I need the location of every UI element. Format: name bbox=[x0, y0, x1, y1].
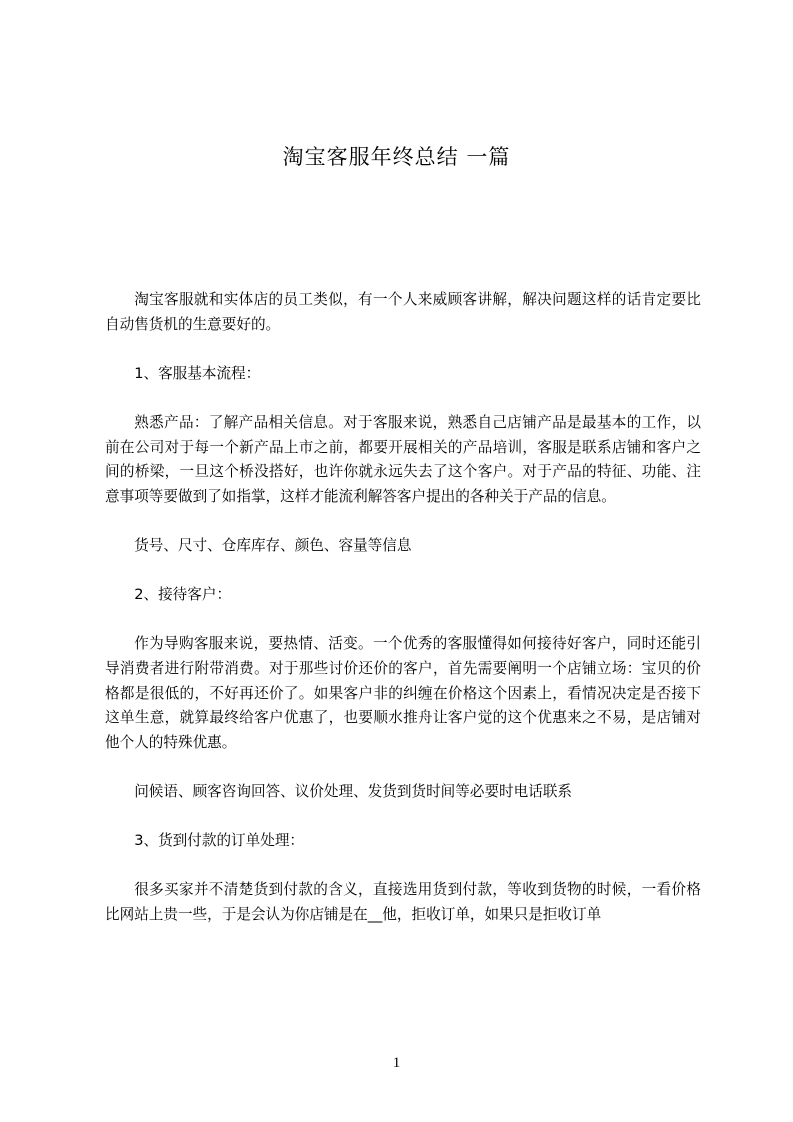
document-title: 淘宝客服年终总结 一篇 bbox=[282, 145, 511, 169]
paragraph-product-info-list: 货号、尺寸、仓库库存、颜色、容量等信息 bbox=[134, 536, 412, 554]
document-body bbox=[105, 288, 701, 927]
paragraph-intro: 淘宝客服就和实体店的员工类似，有一个人来威顾客讲解，解决问题这样的话肯定要比自动售货机的生意要好的。 bbox=[105, 291, 701, 333]
paragraph-product-knowledge: 熟悉产品：了解产品相关信息。对于客服来说，熟悉自己店铺产品是最基本的工作，以前在公司对于每一个新产品上市之前，都要开展相关的产品培训，客服是联系店铺和客户之间的桥梁，一旦这个桥没搭好，也许你就永远失去了这个客户。对于产品的特征、功能、注意事项等要做到了如指掌，这样才能流利解答客户提出的各种关于产品的信息。 bbox=[105, 413, 701, 505]
paragraph-customer-reception: 作为导购客服来说，要热情、活变。一个优秀的客服懂得如何接待好客户，同时还能引导消费者进行附带消费。对于那些讨价还价的客户，首先需要阐明一个店铺立场：宝贝的价格都是很低的，不好再还价了。如果客户非的纠缠在价格这个因素上，看情况决定是否接下这单生意，就算最终给客户优惠了，也要顺水推舟让客户觉的这个优惠来之不易，是店铺对他个人的特殊优惠。 bbox=[105, 635, 701, 751]
section-heading-customer-reception: 2、接待客户： bbox=[134, 586, 232, 604]
section-heading-cod-orders: 3、货到付款的订单处理： bbox=[134, 832, 305, 850]
section-heading-service-process: 1、客服基本流程： bbox=[134, 364, 261, 382]
page-number: 1 bbox=[392, 1055, 401, 1071]
paragraph-reception-list: 问候语、顾客咨询回答、议价处理、发货到货时间等必要时电话联系 bbox=[134, 782, 573, 800]
paragraph-cod-orders: 很多买家并不清楚货到付款的含义，直接选用货到付款，等收到货物的时候，一看价格比网站上贵一些，于是会认为你店铺是在__他，拒收订单，如果只是拒收订单 bbox=[105, 881, 701, 923]
